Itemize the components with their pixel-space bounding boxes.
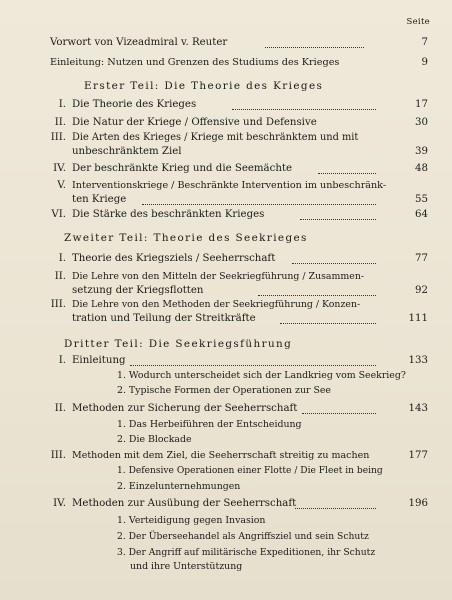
part1-heading: Erster Teil: Die Theorie des Krieges <box>84 80 324 92</box>
book-page: Seite Vorwort von Vizeadmiral v. Reuter 7 Einleitung: Nutzen und Grenzen des Studiums des Krieges 9 Erster Teil: Die Theorie des Krieges I. Die Theorie des Krieges 17 II. Die Natur der Kriege / Offensive und Defensive 30 III. Die Arten des Krieges / Kriege mit beschränktem und mit unbeschränktem Ziel 39 IV. Der beschränkte Krieg und die Seemächte 48 V. Interventionskriege / Beschränkte Intervention im unbeschränk- ten Kriege 55 VI. Die Stärke des beschränkten Krieges 64 Zweiter Teil: Theorie des Seekrieges I. Theorie des Kriegsziels / Seeherrschaft 77 II. Die Lehre von den Mitteln der Seekriegführung / Zusammen- setzung der Kriegsflotten 92 III. Die Lehre von den Methoden der Seekriegführung / Konzen- tration und Teilung der Streitkräfte 111 Dritter Teil: Die Seekriegsführung I. Einleitung 133 1. Wodurch unterscheidet sich der Landkrieg vom Seekrieg? 2. Typische Formen der Operationen zur See II. Methoden zur Sicherung der Seeherrschaft 143 1. Das Herbeiführen der Entscheidung 2. Die Blockade III. Methoden mit dem Ziel, die Seeherrschaft streitig zu machen 177 1. Defensive Operationen einer Flotte / Die Fleet in being 2. Einzelunternehmungen IV. Methoden zur Ausübung der Seeherrschaft 196 1. Verteidigung gegen Invasion 2. Der Überseehandel als Angriffsziel und sein Schutz 3. Der Angriff auf militärische Expeditionen, ihr Schutz und ihre Unterstützung <box>0 0 452 600</box>
page-column-label: Seite <box>406 17 430 27</box>
part2-heading: Zweiter Teil: Theorie des Seekrieges <box>64 232 308 244</box>
part3-heading: Dritter Teil: Die Seekriegsführung <box>64 338 293 350</box>
